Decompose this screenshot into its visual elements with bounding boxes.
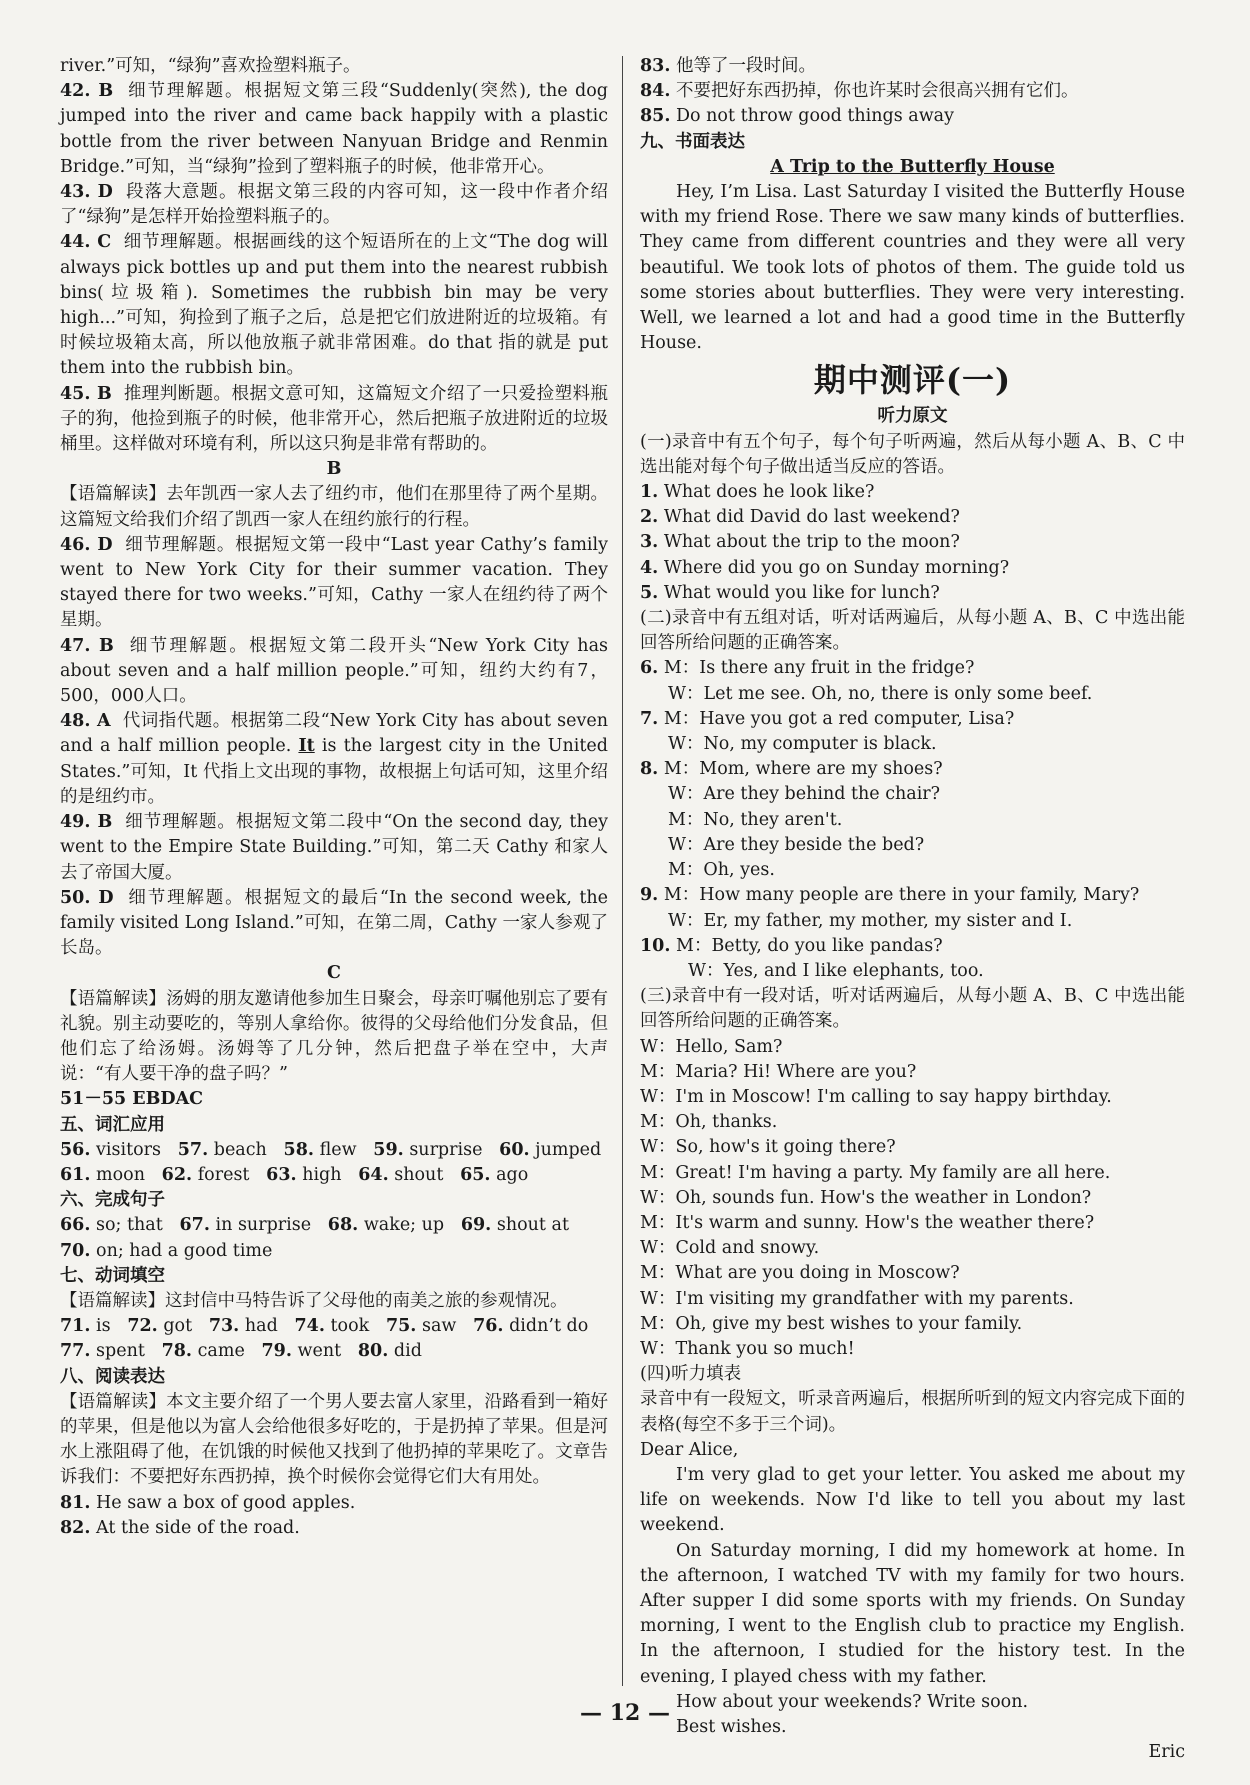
dialogue-6-w: W：Let me see. Oh, no, there is only some beef. <box>668 683 1093 704</box>
answer-48: 48. A 代词指代题。根据第二段“New York City has about seven and a half million people. It is the largest city in the United States.”可知，It 代指上文出现的事物，故根据上句话可知，这里介绍的是纽约市。 <box>60 711 608 807</box>
letter-greeting: Dear Alice, <box>640 1439 739 1460</box>
conversation-line: W：I'm in Moscow! I'm calling to say happy birthday. <box>640 1086 1112 1107</box>
exam-title: 期中测评(一) <box>813 361 1012 400</box>
passage-7-summary: 【语篇解读】这封信中马特告诉了父母他的南美之旅的参观情况。 <box>60 1290 568 1311</box>
section-8-heading: 八、阅读表达 <box>60 1366 165 1387</box>
conversation-line: W：Hello, Sam? <box>640 1036 783 1057</box>
dialogue-10-w: W：Yes, and I like elephants, too. <box>688 960 984 981</box>
essay-title: A Trip to the Butterfly House <box>770 156 1055 177</box>
dialogue-8-line-1: 8. M：Mom, where are my shoes? <box>640 759 943 780</box>
vocab-row-2: 61. moon 62. forest 63. high 64. shout 65. ago <box>60 1164 529 1185</box>
listening-item-5: 5. What would you like for lunch? <box>640 582 940 603</box>
section-5-heading: 五、词汇应用 <box>60 1114 165 1135</box>
letter-paragraph-2: On Saturday morning, I did my homework at home. In the afternoon, I watched TV with my family for two hours. After supper I did some sports with my friends. On Sunday morning, I went to the English club to practice my English. In the afternoon, I studied for the history test. In the evening, I played chess with my father. <box>640 1540 1185 1687</box>
part-1-instructions: (一)录音中有五个句子，每个句子听两遍，然后从每小题 A、B、C 中选出能对每个句子做出适当反应的答语。 <box>640 431 1185 477</box>
essay-body: Hey, I’m Lisa. Last Saturday I visited the Butterfly House with my friend Rose. There we saw many kinds of butterflies. They came from different countries and they were all very beautiful. We took lots of photos of them. The guide told us some stories about butterflies. They were very interesting. Well, we learned a lot and had a good time in the Butterfly House. <box>640 182 1185 354</box>
answer-83: 83. 他等了一段时间。 <box>640 56 817 76</box>
dialogue-6-m: 6. M：Is there any fruit in the fridge? <box>640 658 975 679</box>
letter-paragraph-3: How about your weekends? Write soon. <box>676 1691 1029 1712</box>
verb-row-1: 71. is 72. got 73. had 74. took 75. saw 76. didn’t do <box>60 1316 589 1337</box>
conversation-line: M：Oh, thanks. <box>640 1112 778 1133</box>
conversation-line: M：Oh, give my best wishes to your family. <box>640 1313 1023 1334</box>
listening-title: 听力原文 <box>877 406 948 427</box>
conversation-line: W：Thank you so much! <box>640 1338 855 1359</box>
passage-b-summary: 【语篇解读】去年凯西一家人去了纽约市，他们在那里待了两个星期。这篇短文给我们介绍了凯西一家人在纽约旅行的行程。 <box>60 484 608 530</box>
answer-49: 49. B 细节理解题。根据短文第二段中“On the second day, they went to the Empire State Building.”可知，第二天 Cathy 和家人去了帝国大厦。 <box>60 812 608 883</box>
dialogue-8-line-2: W：Are they behind the chair? <box>668 784 941 805</box>
answers-51-55: 51－55 EBDAC <box>60 1089 204 1110</box>
page-number: — 12 — <box>580 1700 670 1726</box>
dialogue-8-line-3: M：No, they aren't. <box>668 809 843 830</box>
verb-row-2: 77. spent 78. came 79. went 80. did <box>60 1341 422 1362</box>
answer-43: 43. D 段落大意题。根据文第三段的内容可知，这一段中作者介绍了“绿狗”是怎样开始捡塑料瓶子的。 <box>60 182 608 228</box>
conversation-line: W：Cold and snowy. <box>640 1238 820 1259</box>
answer-45: 45. B 推理判断题。根据文意可知，这篇短文介绍了一只爱捡塑料瓶子的狗，他捡到瓶子的时候，他非常开心，然后把瓶子放进附近的垃圾桶里。这样做对环境有利，所以这只狗是非常有帮助的。 <box>60 383 608 455</box>
answer-46: 46. D 细节理解题。根据短文第一段中“Last year Cathy’s family went to New York City for their summer vacation. They stayed there for two weeks.”可知，Cathy 一家人在纽约待了两个星期。 <box>60 534 608 631</box>
section-c-heading: C <box>327 963 341 984</box>
listening-item-1: 1. What does he look like? <box>640 482 875 503</box>
section-9-heading: 九、书面表达 <box>640 131 745 152</box>
conversation-line: M：It's warm and sunny. How's the weather there? <box>640 1212 1095 1233</box>
letter-signature: Eric <box>1148 1742 1185 1763</box>
answer-47: 47. B 细节理解题。根据短文第二段开头“New York City has about seven and a half million people.”可知，纽约大约有7，500，000人口。 <box>60 635 608 707</box>
answer-82: 82. At the side of the road. <box>60 1517 300 1538</box>
conversation-line: M：What are you doing in Moscow? <box>640 1263 960 1284</box>
listening-item-4: 4. Where did you go on Sunday morning? <box>640 557 1010 578</box>
letter-paragraph-1: I'm very glad to get your letter. You asked me about my life on weekends. Now I'd like to tell you about my last weekend. <box>640 1464 1185 1536</box>
answer-81: 81. He saw a box of good apples. <box>60 1492 356 1513</box>
section-b-heading: B <box>326 459 342 480</box>
left-column <box>60 54 608 1541</box>
passage-c-summary: 【语篇解读】汤姆的朋友邀请他参加生日聚会，母亲叮嘱他别忘了要有礼貌。别主动要吃的，等别人拿给你。彼得的父母给他们分发食品，但他们忘了给汤姆。汤姆等了几分钟，然后把盘子举在空中，大声说：“有人要干净的盘子吗？” <box>60 988 608 1085</box>
letter-closing: Best wishes. <box>676 1717 787 1737</box>
answer-44: 44. C 细节理解题。根据画线的这个短语所在的上文“The dog will always pick bottles up and put them into the nearest rubbish bins(垃圾箱). Sometimes the rubbish bin may be very high...”可知，狗捡到了瓶子之后，总是把它们放进附近的垃圾箱。有时候垃圾箱太高，所以他放瓶子就非常困难。do that 指的就是 put them into the rubbish bin。 <box>60 232 608 379</box>
conversation-line: W：Oh, sounds fun. How's the weather in London? <box>640 1187 1092 1208</box>
dialogue-10-m: 10. M：Betty, do you like pandas? <box>640 935 943 956</box>
part-4-instructions: 录音中有一段短文，听录音两遍后，根据所听到的短文内容完成下面的表格(每空不多于三个词)。 <box>640 1389 1185 1435</box>
dialogue-7-w: W：No, my computer is black. <box>668 734 937 755</box>
conversation-line: W：I'm visiting my grandfather with my parents. <box>640 1288 1074 1309</box>
section-7-heading: 七、动词填空 <box>60 1265 165 1286</box>
conversation-line: M：Maria? Hi! Where are you? <box>640 1061 917 1082</box>
dialogue-8-line-4: W：Are they beside the bed? <box>668 834 925 855</box>
sentence-row-2: 70. on; had a good time <box>60 1240 273 1261</box>
conversation-line: W：So, how's it going there? <box>640 1137 896 1158</box>
part-3-instructions: (三)录音中有一段对话，听对话两遍后，从每小题 A、B、C 中选出能回答所给问题的正确答案。 <box>640 986 1185 1032</box>
dialogue-9-w: W：Er, my father, my mother, my sister and I. <box>668 910 1073 931</box>
carry-over-line: river.”可知，“绿狗”喜欢捡塑料瓶子。 <box>60 56 361 76</box>
dialogue-8-line-5: M：Oh, yes. <box>668 860 775 881</box>
sentence-row-1: 66. so; that 67. in surprise 68. wake; up 69. shout at <box>60 1215 569 1236</box>
vocab-row-1: 56. visitors 57. beach 58. flew 59. surprise 60. jumped <box>60 1139 602 1160</box>
section-6-heading: 六、完成句子 <box>60 1190 165 1211</box>
part-2-instructions: (二)录音中有五组对话，听对话两遍后，从每小题 A、B、C 中选出能回答所给问题的正确答案。 <box>640 608 1185 654</box>
answer-50: 50. D 细节理解题。根据短文的最后“In the second week, the family visited Long Island.”可知，在第二周，Cathy 一家人参观了长岛。 <box>60 887 608 959</box>
answer-85: 85. Do not throw good things away <box>640 106 954 127</box>
dialogue-7-m: 7. M：Have you got a red computer, Lisa? <box>640 708 1015 729</box>
conversation-line: M：Great! I'm having a party. My family are all here. <box>640 1162 1111 1183</box>
listening-item-3: 3. What about the trip to the moon? <box>640 532 960 553</box>
right-column <box>640 54 1185 1765</box>
answer-42: 42. B 细节理解题。根据短文第三段“Suddenly(突然), the dog jumped into the river and came back happily with a plastic bottle from the river between Nanyuan Bridge and Renmin Bridge.”可知，当“绿狗”捡到了塑料瓶子的时候，他非常开心。 <box>60 81 608 177</box>
passage-8-summary: 【语篇解读】本文主要介绍了一个男人要去富人家里，沿路看到一箱好的苹果，但是他以为富人会给他很多好吃的，于是扔掉了苹果。但是河水上涨阻碍了他，在饥饿的时候他又找到了他扔掉的苹果吃了。文章告诉我们：不要把好东西扔掉，换个时候你会觉得它们大有用处。 <box>60 1391 608 1488</box>
answer-84: 84. 不要把好东西扔掉，你也许某时会很高兴拥有它们。 <box>640 81 1079 102</box>
part-4-title: (四)听力填表 <box>640 1364 742 1385</box>
listening-item-2: 2. What did David do last weekend? <box>640 507 960 528</box>
column-divider <box>622 56 623 1686</box>
dialogue-9-m: 9. M：How many people are there in your family, Mary? <box>640 885 1140 906</box>
